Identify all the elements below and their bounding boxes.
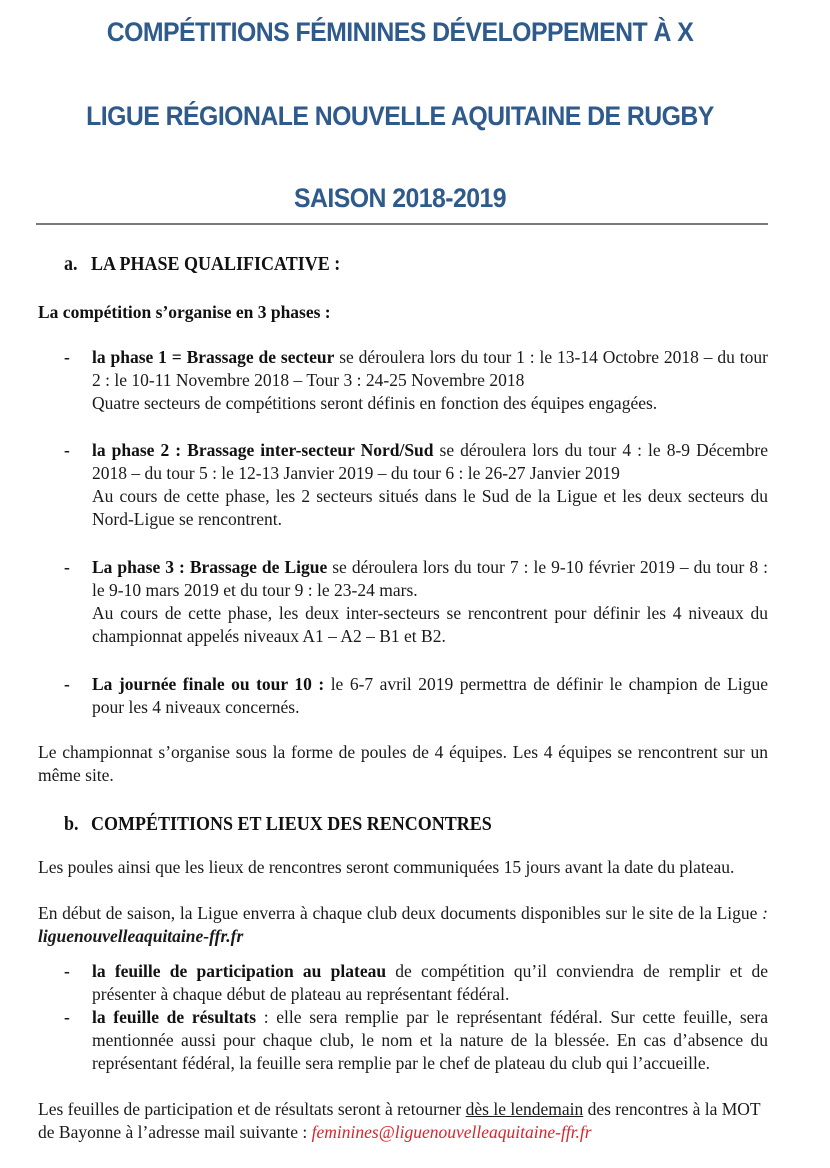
phase-2-title: la phase 2 : Brassage inter-secteur Nord/Sud [92,440,434,460]
email-link[interactable]: feminines@liguenouvelleaquitaine-ffr.fr [311,1122,592,1142]
bullet-dash-icon: - [64,347,70,367]
bullet-dash-icon: - [64,674,70,694]
document-title-season: SAISON 2018-2019 [293,183,507,213]
participation-sheet-text: de compétition qu’il conviendra de remplir et de présenter à chaque début de plateau au représentant fédéral. [92,961,768,1004]
participation-sheet-title: la feuille de participation au plateau [92,961,387,981]
section-a-label: a. [64,253,78,275]
section-b-paragraph-2 [38,902,768,948]
phase-3-note: Au cours de cette phase, les deux inter-secteurs se rencontrent pour définir les 4 niveaux du championnat appelés niveaux A1 – A2 – B1 et B2. [92,603,768,646]
section-a-intro [38,301,768,324]
list-item-phase-2 [64,439,768,531]
phase-3-dates: se déroulera lors du tour 7 : le 9-10 février 2019 – du tour 8 : le 9-10 mars 2019 et du tour 9 : le 23-24 mars. [92,557,769,600]
list-item-participation-sheet [64,960,768,1006]
closing-text-prefix: Les feuilles de participation et de résultats seront à retourner [38,1099,466,1119]
phase-1-note: Quatre secteurs de compétitions seront définis en fonction des équipes engagées. [92,393,658,413]
phase-3-title: La phase 3 : Brassage de Ligue [92,557,328,577]
bullet-dash-icon: - [64,961,70,981]
results-sheet-title: la feuille de résultats [92,1007,257,1027]
title-divider [36,223,768,225]
phase-2-note: Au cours de cette phase, les 2 secteurs situés dans le Sud de la Ligue et les deux secteurs du Nord-Ligue se rencontrent. [92,486,768,529]
list-item-results-sheet [64,1006,768,1075]
document-title-line-1: COMPÉTITIONS FÉMININES DÉVELOPPEMENT À X [106,17,694,47]
section-b-label: b. [64,813,79,835]
bullet-dash-icon: - [64,440,70,460]
para-2-text: En début de saison, la Ligue enverra à chaque club deux documents disponibles sur le site de la Ligue [38,903,758,923]
closing-underlined-text: dès le lendemain [465,1099,584,1119]
phase-1-dates: se déroulera lors du tour 1 : le 13-14 Octobre 2018 – du tour 2 : le 10-11 Novembre 2018 – Tour 3 : 24-25 Novembre 2018 [92,347,768,390]
document-title-line-2: LIGUE RÉGIONALE NOUVELLE AQUITAINE DE RUGBY [86,101,714,131]
final-day-title: La journée finale ou tour 10 : [92,674,325,694]
section-a-title: LA PHASE QUALIFICATIVE : [91,253,341,275]
bullet-dash-icon: - [64,557,70,577]
list-item-phase-1 [64,346,768,415]
section-a-intro-text: La compétition s’organise en 3 phases : [38,302,331,322]
section-b-title: COMPÉTITIONS ET LIEUX DES RENCONTRES [91,813,492,835]
section-a-outro: Le championnat s’organise sous la forme de poules de 4 équipes. Les 4 équipes se rencontrent sur un même site. [38,742,768,785]
para-2-colon: : [757,903,769,923]
closing-paragraph [38,1098,768,1144]
results-sheet-text: : elle sera remplie par le représentant fédéral. Sur cette feuille, sera mentionnée aussi pour chaque club, le nom et la nature de la blessée. En cas d’absence du représentant fédéral, la feuille sera remplie par le chef de plateau du club qui l’accueille. [92,1007,768,1073]
site-link[interactable]: liguenouvelleaquitaine-ffr.fr [38,926,244,946]
section-b-paragraph-1: Les poules ainsi que les lieux de rencontres seront communiquées 15 jours avant la date du plateau. [38,857,735,877]
closing-text-middle: des rencontres à la MOT de Bayonne à l’adresse mail suivante : [38,1099,761,1142]
final-day-text: le 6-7 avril 2019 permettra de définir le champion de Ligue pour les 4 niveaux concernés. [92,674,768,717]
list-item-phase-3 [64,556,768,648]
bullet-dash-icon: - [64,1007,70,1027]
list-item-final-day [64,673,768,719]
section-a-heading [64,253,340,276]
phase-1-title: la phase 1 = Brassage de secteur [92,347,335,367]
phase-2-dates: se déroulera lors du tour 4 : le 8-9 Décembre 2018 – du tour 5 : le 12-13 Janvier 2019 – du tour 6 : le 26-27 Janvier 2019 [92,440,768,483]
section-b-heading [64,813,492,836]
